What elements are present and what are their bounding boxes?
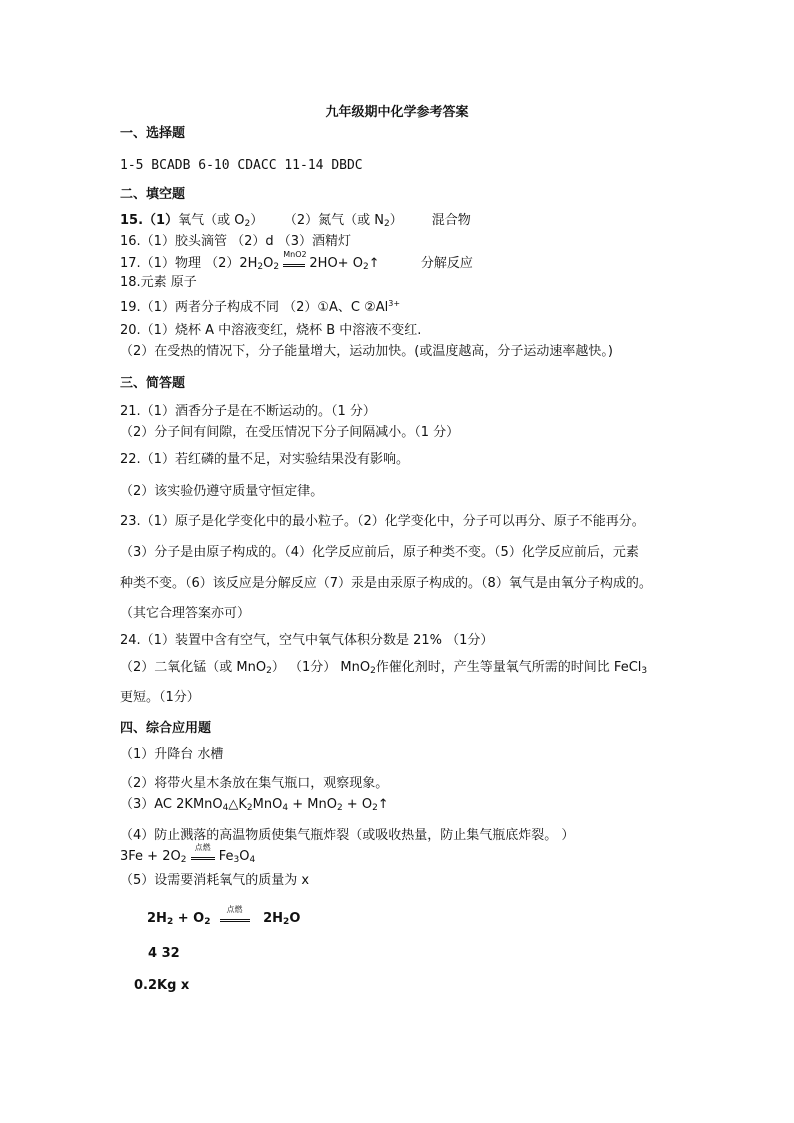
mass-ratio: 4 32 xyxy=(148,946,180,961)
comp-answer-4: （4）防止溅落的高温物质使集气瓶炸裂（或吸收热量，防止集气瓶底炸裂。 ） xyxy=(120,828,575,843)
comp-answer-3: （3）AC $2KMnO_4\triangle K_2MnO_4 + MnO_2$ + $O_2↑$ xyxy=(120,797,389,813)
reaction-arrow: 点燃 xyxy=(220,910,250,922)
answer-22-part1: 22.（1）若红磷的量不足，对实验结果没有影响。 xyxy=(120,452,409,467)
section-heading-comprehensive: 四、综合应用题 xyxy=(120,721,212,736)
comp-answer-1: （1）升降台 水槽 xyxy=(120,747,224,762)
answer-21-part2: （2）分子间有间隙，在受压情况下分子间隔减小。（1 分） xyxy=(120,425,460,440)
reaction-arrow: 点燃 xyxy=(191,848,215,860)
hydrogen-combustion-equation: $2H_2 + O_2$ 点燃 $2H_2O$ xyxy=(147,905,301,927)
choice-answers: 1-5 BCADB 6-10 CDACC 11-14 DBDC xyxy=(120,158,363,173)
section-heading-short: 三、简答题 xyxy=(120,376,186,391)
answer-20-part1: 20.（1）烧杯 A 中溶液变红，烧杯 B 中溶液不变红. xyxy=(120,323,422,338)
answer-23-line2: （3）分子是由原子构成的。（4）化学反应前后，原子种类不变。（5）化学反应前后，元素 xyxy=(120,545,639,560)
iron-combustion-equation: $3Fe + 2O_2$ 点燃 $Fe_3O_4$ xyxy=(120,843,256,865)
answer-24-part2: （2）二氧化锰（或 MnO$_2$） （1分） MnO$_2$作催化剂时，产生等量氧气所需的时间比 FeCl$_3$ xyxy=(120,660,648,676)
given-mass: 0.2Kg x xyxy=(134,978,190,993)
answer-17: 17.（1）物理 $(2)2H_2O_2$ MnO2 $2HO+ O_2↑$ 分解反应 xyxy=(120,250,473,272)
answer-20-part2: （2）在受热的情况下，分子能量增大，运动加快。(或温度越高，分子运动速率越快。) xyxy=(120,344,613,359)
answer-18: 18.元素 原子 xyxy=(120,275,197,290)
answer-15: 15.（1）氧气（或 $O_2$） （2）氮气（或 $N_2$） 混合物 xyxy=(120,213,471,229)
answer-19: 19.（1）两者分子构成不同 （2）①A、C $②Al^{3+}$ xyxy=(120,299,401,315)
reaction-arrow: MnO2 xyxy=(283,255,305,267)
answer-22-part2: （2）该实验仍遵守质量守恒定律。 xyxy=(120,484,324,499)
section-heading-choice: 一、选择题 xyxy=(120,126,186,141)
answer-24-part1: 24.（1）装置中含有空气，空气中氧气体积分数是 21% （1分） xyxy=(120,633,494,648)
comp-answer-5: （5）设需要消耗氧气的质量为 x xyxy=(120,873,310,888)
answer-24-part3: 更短。（1分） xyxy=(120,690,200,705)
answer-23-line3: 种类不变。（6）该反应是分解反应（7）汞是由汞原子构成的。（8）氧气是由氧分子构成的。 xyxy=(120,576,652,591)
answer-23-note: （其它合理答案亦可） xyxy=(120,606,251,621)
answer-16: 16.（1）胶头滴管 （2）d （3）酒精灯 xyxy=(120,234,352,249)
page-title: 九年级期中化学参考答案 xyxy=(325,105,469,120)
section-heading-fill: 二、填空题 xyxy=(120,187,186,202)
answer-23-line1: 23.（1）原子是化学变化中的最小粒子。（2）化学变化中，分子可以再分、原子不能再分。 xyxy=(120,514,645,529)
answer-21-part1: 21.（1）酒香分子是在不断运动的。（1 分） xyxy=(120,404,376,419)
comp-answer-2: （2）将带火星木条放在集气瓶口，观察现象。 xyxy=(120,776,389,791)
